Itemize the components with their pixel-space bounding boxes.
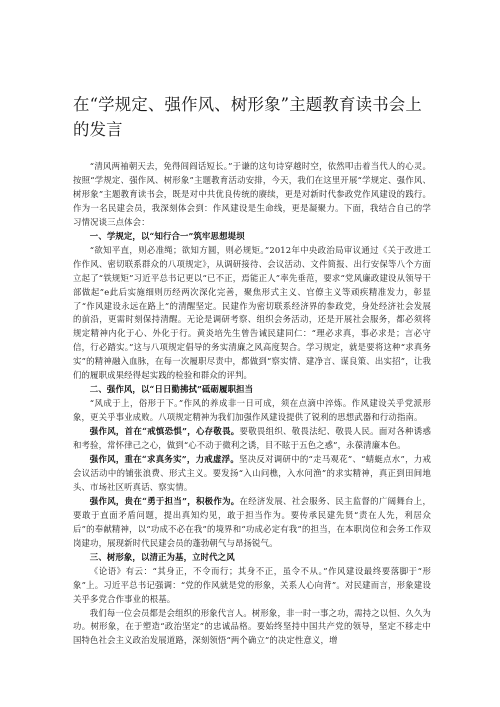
document-body	[73, 160, 431, 648]
section-heading-1: 一、学规定，以“知行合一”筑牢思想堤坝	[89, 230, 245, 241]
section-heading-2: 二、强作风，以“日日勤拂拭”砥砺履职担当	[89, 384, 254, 395]
section-2-point-1	[73, 425, 431, 453]
point-2-lead: 强作风，重在“求真务实”，力戒虚浮。	[89, 454, 240, 465]
section-3-paragraph-1: 《论语》有云：“其身正，不令而行；其身不正，虽令不从。”作风建设最终要落脚于“形象”上。习近平总书记强调：“党的作风就是党的形象，关系人心向背”。对民建而言，形象建设关乎多党合作事业的根基。	[73, 565, 431, 604]
point-3-text: 在经济发展、社会服务、民主监督的广阔舞台上，要敢于直面矛盾问题，提出真知灼见，敢于担当作为。要传承民建先贤“责在人先，利居众后”的奉献精神，以“功成不必在我”的境界和“功成必定有我”的担当，在本职岗位和会务工作双岗建功，展现新时代民建会员的蓬勃朝气与昂扬锐气。	[73, 495, 431, 548]
intro-paragraph: “清风两袖朝天去，免得闾阎话短长。”于谦的这句诗穿越时空，依然叩击着当代人的心灵。按照“学规定、强作风、树形象”主题教育活动安排，今天，我们在这里开展“学规定、强作风、树形象”主题教育读书会，既是对中共优良传统的赓续，更是对新时代参政党作风建设的践行。作为一名民建会员，我深刻体会到：作风建设是生命线，更是凝聚力。下面，我结合自己的学习情况谈三点体会：	[73, 161, 431, 227]
section-heading-3: 三、树形象，以清正为基，立时代之风	[89, 551, 235, 562]
section-2-point-3	[73, 495, 431, 551]
section-2-point-2	[73, 453, 431, 495]
document-title: 在“学规定、强作风、树形象”主题教育读书会上的发言	[73, 95, 422, 139]
point-1-lead: 强作风，首在“戒慎恐惧”，心存敬畏。	[89, 426, 240, 437]
point-3-lead: 强作风，贵在“勇于担当”，积极作为。	[89, 495, 240, 506]
section-2-paragraph: “风成于上，俗形于下。”作风的养成非一日可成，须在点滴中淬炼。作风建设关乎党派形象，更关乎事业成败。八项规定精神为我们加强作风建设提供了锐利的思想武器和行动指南。	[73, 398, 431, 423]
point-1-text: 要敬畏组织、敬畏法纪、敬畏人民。面对各种诱惑和考验，常怀律己之心，做到“心不动于微利之诱，目不眩于五色之惑”，永葆清廉本色。	[73, 426, 431, 451]
section-3-paragraph-2: 我们每一位会员都是会组织的形象代言人。树形象，非一时一事之功，需持之以恒、久久为功。树形象，在于塑造“政治坚定”的忠诚品格。要始终坚持中国共产党的领导，坚定不移走中国特色社会主义政治发展道路，深刻领悟“两个确立”的决定性意义，增	[73, 607, 431, 646]
point-2-text: 坚决反对调研中的“走马观花”、“蜻蜓点水”，力戒会议活动中的铺张浪费、形式主义。要发扬“入山问樵，入水问渔”的求实精神，真正到田间地头、市场社区听真话、察实情。	[73, 454, 431, 492]
section-1-paragraph: “欲知平直，则必准绳；欲知方圆，则必规矩。”2012年中央政治局审议通过《关于改进工作作风、密切联系群众的八项规定》，从调研接待、会议活动、文件简报、出行安保等八个方面立起了“铁规矩”习近平总书记更以“已不正，焉能正人”率先垂范，要求“党风廉政建设从领导干部做起”e此后实施细则历经两次深化完善，聚焦形式主义、官僚主义等顽疾精准发力，彰显了“作风建设永远在路上”的清醒坚定。民建作为密切联系经济界的参政党，身处经济社会发展的前沿，更需时刻保持清醒。无论是调研考察、组织会务活动，还是开展社会服务，都必须将规定精神内化于心、外化于行。黄炎培先生曾告诫民建同仁：“理必求真，事必求是；言必守信，行必踏实。”这与八项规定倡导的务实清廉之风高度契合。学习规定，就是要将这种“求真务实”的精神融入血脉，在每一次履职尽责中，都做到“察实情、建净言、谋良策、出实招”，让我们的履职成果经得起实践的检验和群众的评判。	[73, 244, 431, 381]
